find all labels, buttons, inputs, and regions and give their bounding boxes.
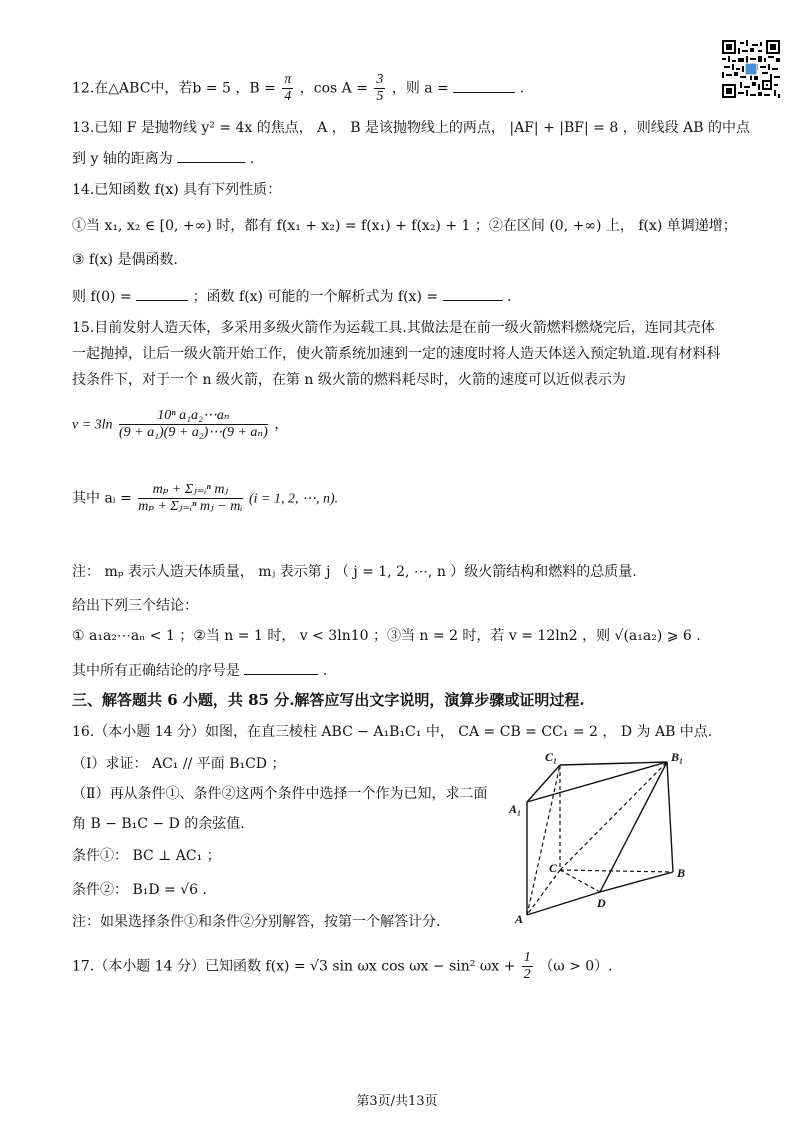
q15-end: . <box>322 663 328 679</box>
q17-two: 2 <box>523 967 531 982</box>
page-number: 第3页/共13页 <box>356 1094 438 1109</box>
q12-four: 4 <box>284 89 292 104</box>
q15-ai-formula <box>72 482 338 515</box>
q13-answer-blank[interactable] <box>177 148 245 163</box>
label-b: B <box>677 866 686 880</box>
q15-ask: 其中所有正确结论的序号是 <box>72 663 240 679</box>
label-a: A <box>515 912 524 925</box>
q15-v-denominator: (9 + a₁)(9 + a₂)⋯(9 + aₙ) <box>119 425 268 440</box>
q15-ai-numerator: mₚ + Σⱼ₌ᵢⁿ mⱼ <box>138 482 242 499</box>
q14-line-1: 14.已知函数 f(x) 具有下列性质： <box>72 182 282 198</box>
q12-cos-prefix: ，cos A = <box>299 80 368 97</box>
q16-part-2b: 角 B − B₁C − D 的余弦值. <box>72 816 245 832</box>
prism-figure <box>505 745 695 925</box>
q12-five: 5 <box>376 89 384 104</box>
q15-v-end: ， <box>274 416 289 433</box>
q14-text-b: ；函数 f(x) 可能的一个解析式为 f(x) = <box>192 289 439 305</box>
q15-given: 给出下列三个结论： <box>72 598 198 614</box>
q17-one: 1 <box>523 950 531 965</box>
q15-ask-line <box>72 660 327 681</box>
q14-line-3: ③ f(x) 是偶函数. <box>72 252 178 268</box>
q15-line-2: 一起抛掉，让后一级火箭开始工作，使火箭系统加速到一定的速度时将人造天体送入预定轨道.现有材料科 <box>72 346 721 362</box>
q12-prefix: 12.在△ABC中，若b = 5 ，B = <box>72 80 276 97</box>
q12-answer-blank[interactable] <box>453 78 515 93</box>
edge-a-d <box>527 892 600 915</box>
q17-fraction-1-over-2 <box>522 950 533 983</box>
edge-a1-b1 <box>527 762 667 802</box>
q15-v-lhs: v = 3ln <box>72 417 113 433</box>
q15-conclusions: ① a₁a₂⋯aₙ < 1 ；②当 n = 1 时， v < 3ln10 ；③当 n = 2 时，若 v = 12ln2 ，则 √(a₁a₂) ⩾ 6 . <box>72 628 701 644</box>
q15-v-fraction <box>119 408 268 441</box>
q13-line-1: 13.已知 F 是抛物线 y² = 4x 的焦点， A ， B 是该抛物线上的两点， |AF| + |BF| = 8 ，则线段 AB 的中点 <box>72 120 750 136</box>
q12-fraction-pi-over-4 <box>282 72 293 105</box>
q15-ai-denominator: mₚ + Σⱼ₌ᵢⁿ mⱼ − mᵢ <box>138 499 243 514</box>
q12-pi: π <box>284 72 292 87</box>
q15-ai-end: (i = 1, 2, ⋯, n). <box>248 491 339 507</box>
q14-line-2: ①当 x₁, x₂ ∈ [0, +∞) 时，都有 f(x₁ + x₂) = f(x₁) + f(x₂) + 1 ；②在区间 (0, +∞) 上， f(x) 单调递增； <box>72 218 737 234</box>
q15-note: 注： mₚ 表示人造天体质量， mⱼ 表示第 j （ j = 1, 2, ⋯, n ）级火箭结构和燃料的总质量. <box>72 564 637 580</box>
edge-c-d <box>560 870 600 892</box>
question-17 <box>72 950 613 983</box>
label-c1: C₁ <box>545 750 558 764</box>
label-d: D <box>597 896 606 910</box>
q13-end: . <box>249 151 255 167</box>
edge-c1-b1 <box>560 762 667 765</box>
q17-prefix: 17.（本小题 14 分）已知函数 f(x) = √3 sin ωx cos ωx − sin² ωx + <box>72 958 516 975</box>
q14-end: . <box>507 289 512 305</box>
section-3-heading: 三、解答题共 6 小题，共 85 分.解答应写出文字说明，演算步骤或证明过程. <box>72 691 585 709</box>
q15-ai-fraction <box>138 482 242 515</box>
question-12 <box>72 72 524 105</box>
q17-suffix: （ω > 0）. <box>539 958 613 975</box>
label-c: C <box>549 861 558 875</box>
q14-answer-blank-2[interactable] <box>443 286 503 301</box>
q16-part-1: （Ⅰ）求证： AC₁ // 平面 B₁CD ； <box>72 756 286 772</box>
q14-line-4 <box>72 286 511 307</box>
edge-c-b1 <box>560 762 667 870</box>
q16-note: 注：如果选择条件①和条件②分别解答，按第一个解答计分. <box>72 914 441 930</box>
q12-three: 3 <box>376 72 384 87</box>
edge-a-c1 <box>527 765 560 915</box>
q15-line-3: 技条件下，对于一个 n 级火箭，在第 n 级火箭的燃料耗尽时，火箭的速度可以近似表示为 <box>72 372 626 388</box>
q16-condition-1: 条件①： BC ⊥ AC₁ ； <box>72 848 221 864</box>
q12-end: . <box>519 80 525 97</box>
qr-code-icon <box>722 40 780 98</box>
q14-text-a: 则 f(0) = <box>72 289 132 305</box>
q15-line-1: 15.目前发射人造天体，多采用多级火箭作为运载工具.其做法是在前一级火箭燃料燃烧完后，连同其壳体 <box>72 320 715 336</box>
q14-answer-blank-1[interactable] <box>136 286 188 301</box>
q15-velocity-formula <box>72 408 288 441</box>
edge-c-b <box>560 870 673 872</box>
q12-suffix: ，则 a = <box>391 80 449 97</box>
q12-fraction-3-over-5 <box>374 72 385 105</box>
edge-d-b1 <box>600 762 667 892</box>
label-b1: B₁ <box>671 750 684 764</box>
q15-answer-blank[interactable] <box>244 660 318 675</box>
edge-a1-c1 <box>527 765 560 802</box>
edge-b1-b <box>667 762 673 872</box>
q16-condition-2: 条件②： B₁D = √6 . <box>72 882 207 898</box>
q15-ai-lhs: 其中 aᵢ = <box>72 490 132 507</box>
label-a1: A₁ <box>509 802 522 816</box>
edge-d-b <box>600 872 673 892</box>
q13-line-2 <box>72 148 254 169</box>
q13-text: 到 y 轴的距离为 <box>72 151 173 167</box>
q16-line-1: 16.（本小题 14 分）如图，在直三棱柱 ABC − A₁B₁C₁ 中， CA = CB = CC₁ = 2 ， D 为 AB 中点. <box>72 724 713 740</box>
q15-v-numerator: 10ⁿ a₁a₂⋯aₙ <box>119 408 268 425</box>
q16-part-2a: （Ⅱ）再从条件①、条件②这两个条件中选择一个作为已知，求二面 <box>72 786 488 802</box>
